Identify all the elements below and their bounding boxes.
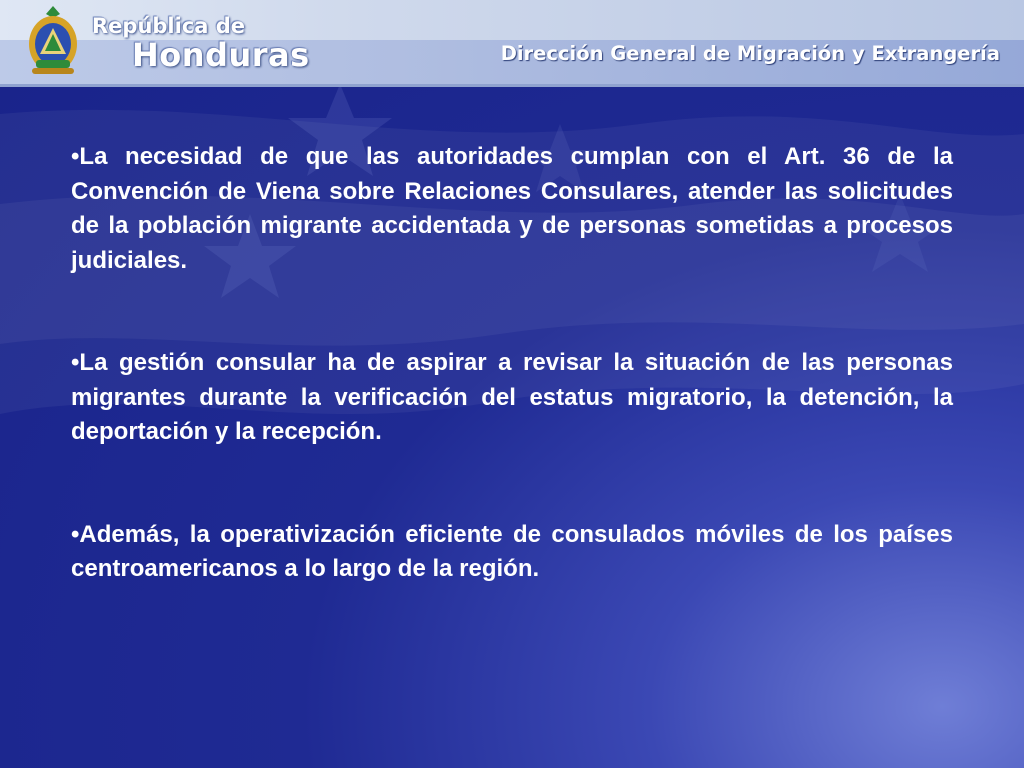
bullet-paragraph: •Además, la operativización eficiente de consulados móviles de los países centroamericanos a lo largo de la región. xyxy=(71,520,953,582)
bullet-paragraph: •La gestión consular ha de aspirar a revisar la situación de las personas migrantes durante la verificación del estatus migratorio, la detención, la deportación y la recepción. xyxy=(71,349,953,445)
agency-name: Dirección General de Migración y Extrangería xyxy=(500,42,1000,65)
slide-body xyxy=(71,140,953,655)
bullet-paragraph: •La necesidad de que las autoridades cumplan con el Art. 36 de la Convención de Viena sobre Relaciones Consulares, atender las solicitudes de la población migrante accidentada y de personas sometidas a procesos judiciales. xyxy=(71,143,953,274)
coat-of-arms-icon xyxy=(22,4,84,78)
country-name-line2: Honduras xyxy=(132,36,310,74)
header-banner xyxy=(0,0,1024,87)
country-name-line1: República de xyxy=(92,14,246,38)
